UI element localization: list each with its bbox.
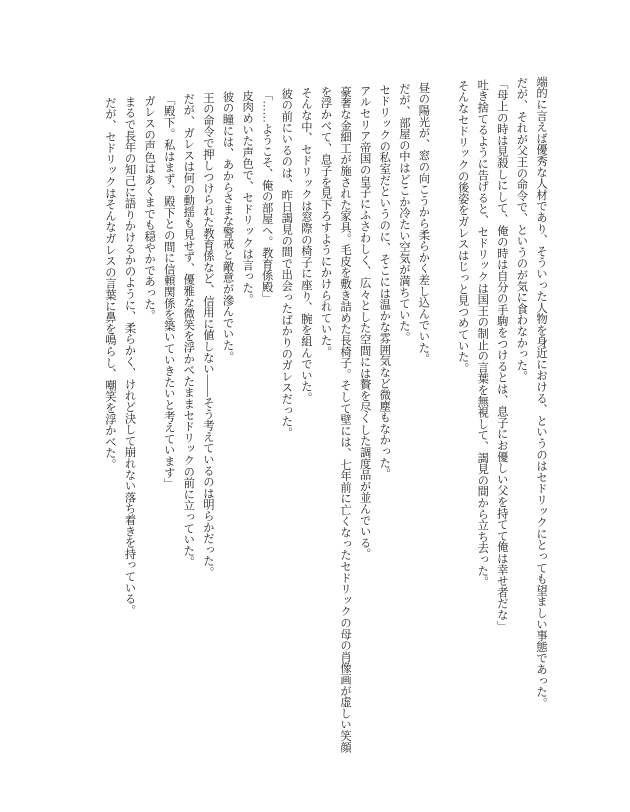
text-line: 豪奢な金細工が施された家具。毛皮を敷き詰めた長椅子。そして壁には、七年前に亡くなったセドリックの母の肖像画が虚しい笑顔 (339, 85, 352, 753)
text-line: そんな中、セドリックは窓際の椅子に座り、腕を組んでいた。 (299, 87, 312, 404)
text-line: アルセリア帝国の皇子にふさわしく、広々とした空間には贅を尽くした調度品が並んでいる。 (358, 84, 371, 560)
text-line: を浮かべて、息子を見下ろすようにかけられていた。 (319, 86, 332, 358)
text-line: だが、ガレスは何の動揺も見せず、優雅な微笑を浮かべたままセドリックの前に立っていた。 (182, 93, 195, 568)
text-line: ガレスの声色はあくまでも穏やかであった。 (143, 95, 156, 321)
text-line: 「母上の時は見殺しにして、俺の時は自分の手駒をつけるとは、息子にお優しい父を持てて俺は幸せ者だな」 (495, 77, 508, 632)
text-line: 昼の陽光が、窓の向こうから柔らかく差し込んでいた。 (417, 81, 430, 365)
text-line: そんなセドリックの後姿をガレスはじっと見つめていた。 (456, 79, 469, 374)
text-line: だが、部屋の中はどこか冷たい空気が満ちていた。 (397, 82, 410, 343)
text-line: 皮肉めいた声色で、セドリックは言った。 (241, 90, 254, 305)
text-line: 彼の前にいるのは、昨日謁見の間で出会ったばかりのガレスだった。 (280, 88, 293, 439)
vertical-text-block (98, 76, 550, 776)
text-line: セドリックの私室だというのに、そこには温かな雰囲気など微塵もなかった。 (378, 83, 391, 480)
text-line: 吐き捨てるように告げると、セドリックは国王の制止の言葉を無視して、謁見の間から立ち去った。 (476, 78, 489, 588)
text-line: 王の命令で押しつけられた教育係など、信用に値しない——そう考えているのは明らかだった。 (201, 92, 214, 579)
text-line: 端的に言えば優秀な人材であり、そういった人物を身近における、というのはセドリックにとっても望ましい事態であった。 (535, 76, 547, 709)
section-break (432, 76, 452, 776)
text-line: 「……ようこそ、俺の部屋へ。教育係殿」 (260, 89, 273, 304)
text-line: まるで長年の知己に語りかけるかのように、柔らかく、けれど決して崩れない落ち着きを持っている。 (123, 95, 136, 616)
text-line: 「殿下。私はまず、殿下との間に信頼関係を築いていきたいと考えています」 (162, 94, 175, 490)
text-line: 彼の瞳には、あからさまな警戒と敵意が滲んでいた。 (221, 91, 234, 363)
text-line: だが、それが父王の命令で、というのが気に食わなかった。 (515, 76, 528, 383)
text-line: だが、セドリックはそんなガレスの言葉に鼻を鳴らし、嘲笑を浮かべた。 (103, 96, 116, 470)
